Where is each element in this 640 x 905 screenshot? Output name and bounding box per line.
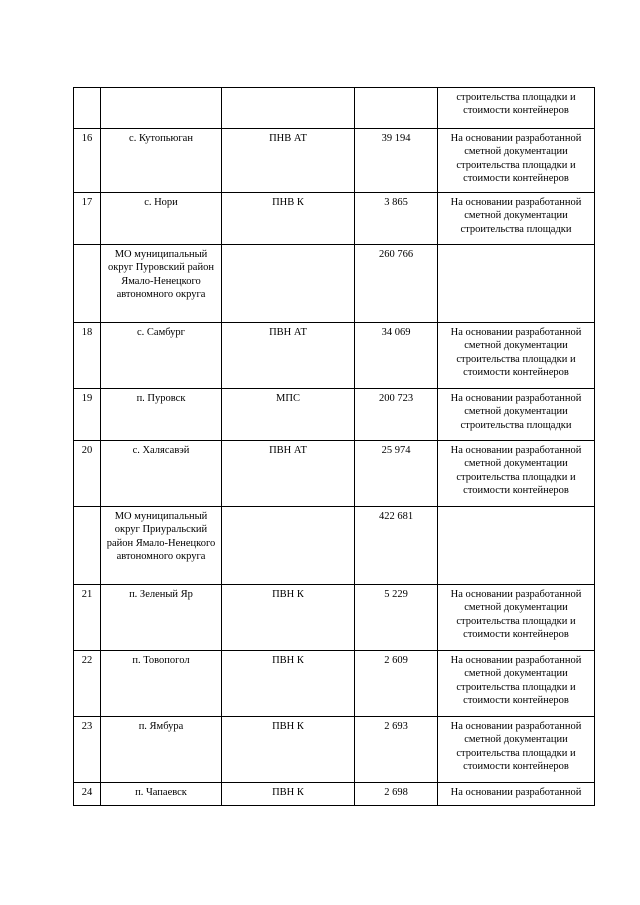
district-total-cell: 422 681 [355, 507, 438, 585]
table-row [74, 323, 595, 389]
value-cell: 5 229 [355, 585, 438, 651]
settlement-name-cell [101, 88, 222, 129]
note-cell: На основании разработанной сметной документации строительства площадки и стоимости контейнеров [438, 651, 595, 717]
settlement-name-cell: с. Нори [101, 193, 222, 245]
row-number-cell: 17 [74, 193, 101, 245]
object-type-cell [222, 507, 355, 585]
note-cell: На основании разработанной сметной документации строительства площадки и стоимости контейнеров [438, 585, 595, 651]
settlement-name-cell: с. Кутопьюган [101, 129, 222, 193]
table-row [74, 783, 595, 806]
document-table [73, 87, 595, 806]
row-number-cell: 19 [74, 389, 101, 441]
row-number-cell: 21 [74, 585, 101, 651]
note-cell: На основании разработанной [438, 783, 595, 806]
note-cell: На основании разработанной сметной документации строительства площадки и стоимости контейнеров [438, 717, 595, 783]
note-cell: На основании разработанной сметной документации строительства площадки [438, 193, 595, 245]
value-cell: 25 974 [355, 441, 438, 507]
table-row [74, 88, 595, 129]
value-cell: 200 723 [355, 389, 438, 441]
object-type-cell [222, 245, 355, 323]
settlement-name-cell: п. Товопогол [101, 651, 222, 717]
value-cell [355, 88, 438, 129]
object-type-cell: ПВН К [222, 783, 355, 806]
note-cell: На основании разработанной сметной документации строительства площадки и стоимости контейнеров [438, 441, 595, 507]
object-type-cell: ПВН АТ [222, 441, 355, 507]
settlement-name-cell: п. Пуровск [101, 389, 222, 441]
row-number-cell [74, 507, 101, 585]
value-cell: 2 609 [355, 651, 438, 717]
table-row [74, 585, 595, 651]
note-cell [438, 245, 595, 323]
table-row [74, 717, 595, 783]
row-number-cell: 16 [74, 129, 101, 193]
settlement-name-cell: с. Халясавэй [101, 441, 222, 507]
value-cell: 2 693 [355, 717, 438, 783]
value-cell: 34 069 [355, 323, 438, 389]
row-number-cell: 20 [74, 441, 101, 507]
note-cell [438, 507, 595, 585]
settlement-name-cell: п. Ямбура [101, 717, 222, 783]
object-type-cell: ПВН К [222, 717, 355, 783]
object-type-cell: МПС [222, 389, 355, 441]
value-cell: 2 698 [355, 783, 438, 806]
object-type-cell: ПВН К [222, 585, 355, 651]
district-total-cell: 260 766 [355, 245, 438, 323]
object-type-cell: ПНВ АТ [222, 129, 355, 193]
note-cell: строительства площадки и стоимости контейнеров [438, 88, 595, 129]
object-type-cell [222, 88, 355, 129]
value-cell: 3 865 [355, 193, 438, 245]
settlement-name-cell: п. Чапаевск [101, 783, 222, 806]
table-row [74, 193, 595, 245]
row-number-cell: 18 [74, 323, 101, 389]
object-type-cell: ПВН К [222, 651, 355, 717]
table-row [74, 441, 595, 507]
district-name-cell: МО муниципальный округ Приуральский район Ямало-Ненецкого автономного округа [101, 507, 222, 585]
settlement-name-cell: п. Зеленый Яр [101, 585, 222, 651]
row-number-cell [74, 88, 101, 129]
value-cell: 39 194 [355, 129, 438, 193]
table-row [74, 389, 595, 441]
object-type-cell: ПВН АТ [222, 323, 355, 389]
row-number-cell [74, 245, 101, 323]
note-cell: На основании разработанной сметной документации строительства площадки и стоимости контейнеров [438, 323, 595, 389]
row-number-cell: 23 [74, 717, 101, 783]
table-row [74, 245, 595, 323]
note-cell: На основании разработанной сметной документации строительства площадки [438, 389, 595, 441]
table-row [74, 507, 595, 585]
table-row [74, 651, 595, 717]
row-number-cell: 22 [74, 651, 101, 717]
object-type-cell: ПНВ К [222, 193, 355, 245]
note-cell: На основании разработанной сметной документации строительства площадки и стоимости контейнеров [438, 129, 595, 193]
district-name-cell: МО муниципальный округ Пуровский район Ямало-Ненецкого автономного округа [101, 245, 222, 323]
settlement-name-cell: с. Самбург [101, 323, 222, 389]
row-number-cell: 24 [74, 783, 101, 806]
table-row [74, 129, 595, 193]
